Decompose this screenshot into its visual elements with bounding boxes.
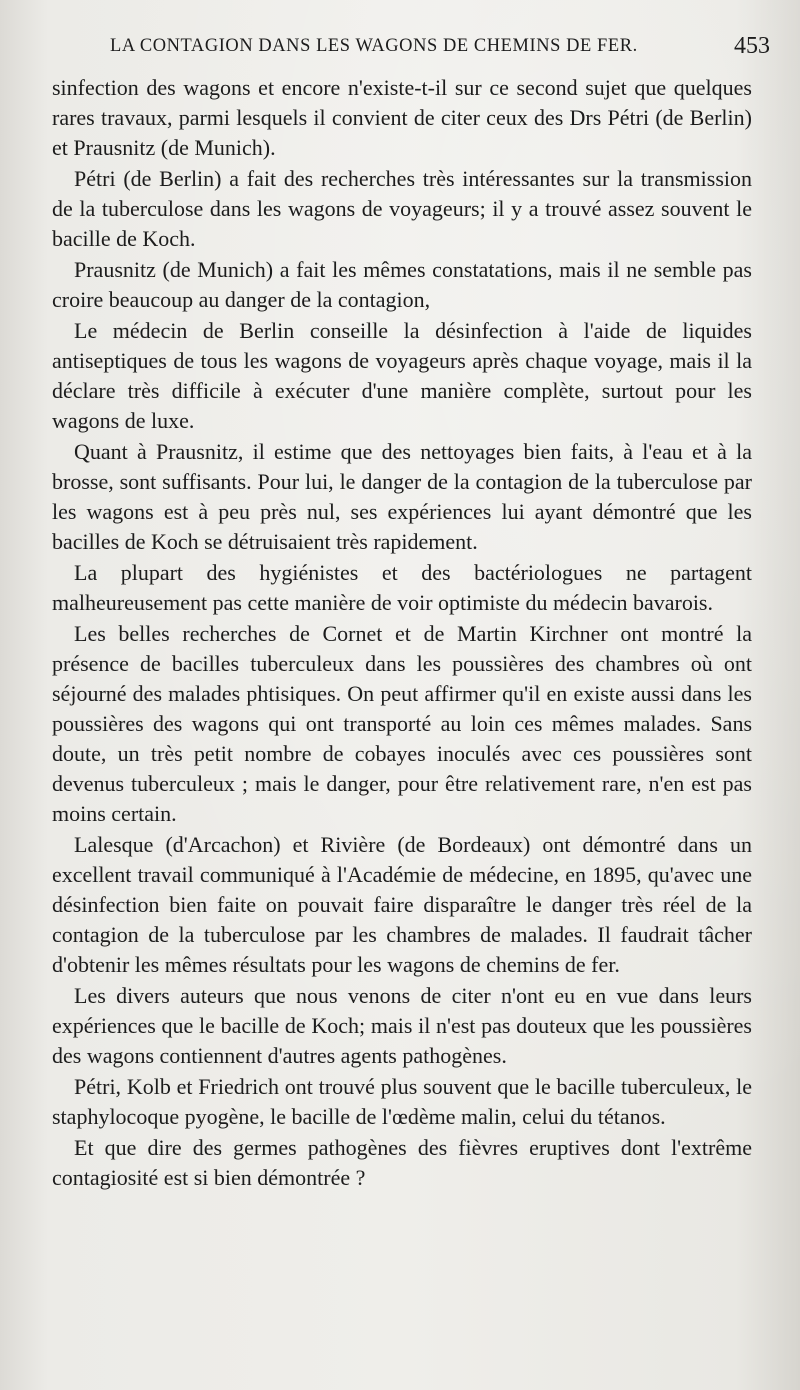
paragraph: Lalesque (d'Arcachon) et Rivière (de Bordeaux) ont démontré dans un excellent travail communiqué à l'Académie de médecine, en 1895, qu'avec une désinfection bien faite on pouvait faire disparaître le danger très réel de la contagion de la tuberculose par les chambres de malades. Il faudrait tâcher d'obtenir les mêmes résultats pour les wagons de chemins de fer.: [52, 832, 752, 977]
paragraph: sinfection des wagons et encore n'existe-t-il sur ce second sujet que quelques rares travaux, parmi lesquels il convient de citer ceux des Drs Pétri (de Berlin) et Prausnitz (de Munich).: [52, 75, 752, 160]
paragraph: La plupart des hygiénistes et des bactériologues ne partagent malheureusement pas cette manière de voir optimiste du médecin bavarois.: [52, 560, 752, 615]
paragraph: Quant à Prausnitz, il estime que des nettoyages bien faits, à l'eau et à la brosse, sont suffisants. Pour lui, le danger de la contagion de la tuberculose par les wagons est à peu près nul, ses expériences lui ayant démontré que les bacilles de Koch se détruisaient très rapidement.: [52, 439, 752, 554]
paragraph: Les divers auteurs que nous venons de citer n'ont eu en vue dans leurs expériences que le bacille de Koch; mais il n'est pas douteux que les poussières des wagons contiennent d'autres agents pathogènes.: [52, 983, 752, 1068]
paragraph: Les belles recherches de Cornet et de Martin Kirchner ont montré la présence de bacilles tuberculeux dans les poussières des chambres où ont séjourné des malades phtisiques. On peut affirmer qu'il en existe aussi dans les poussières des wagons qui ont transporté au loin ces mêmes malades. Sans doute, un très petit nombre de cobayes inoculés avec ces poussières sont devenus tuberculeux ; mais le danger, pour être relativement rare, n'en est pas moins certain.: [52, 621, 752, 826]
paragraph: Pétri (de Berlin) a fait des recherches très intéressantes sur la transmission de la tuberculose dans les wagons de voyageurs; il y a trouvé assez souvent le bacille de Koch.: [52, 166, 752, 251]
running-title: LA CONTAGION DANS LES WAGONS DE CHEMINS DE FER.: [110, 35, 638, 56]
paragraph: Et que dire des germes pathogènes des fièvres eruptives dont l'extrême contagiosité est si bien démontrée ?: [52, 1135, 752, 1190]
running-head: [110, 35, 770, 65]
body-text: [52, 73, 752, 1193]
paragraph: Le médecin de Berlin conseille la désinfection à l'aide de liquides antiseptiques de tous les wagons de voyageurs après chaque voyage, mais il la déclare très difficile à exécuter d'une manière complète, surtout pour les wagons de luxe.: [52, 318, 752, 433]
page-number: 453: [734, 33, 770, 59]
paragraph: Prausnitz (de Munich) a fait les mêmes constatations, mais il ne semble pas croire beaucoup au danger de la contagion,: [52, 257, 752, 312]
paragraph: Pétri, Kolb et Friedrich ont trouvé plus souvent que le bacille tuberculeux, le staphylocoque pyogène, le bacille de l'œdème malin, celui du tétanos.: [52, 1074, 752, 1129]
